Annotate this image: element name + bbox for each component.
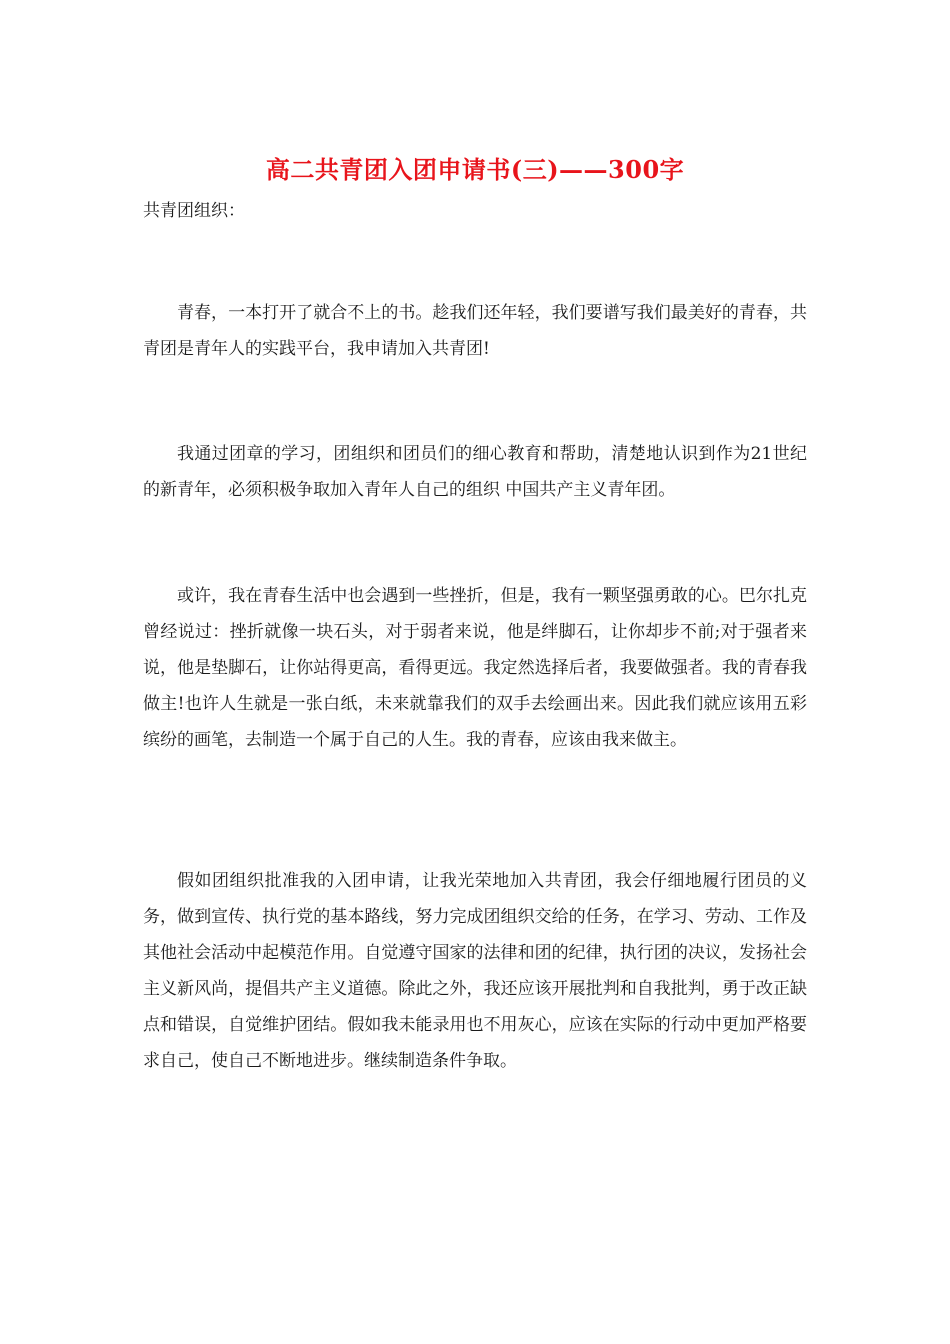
document-title: 高二共青团入团申请书(三)——300字 [265, 155, 685, 184]
paragraph-4: 假如团组织批准我的入团申请，让我光荣地加入共青团，我会仔细地履行团员的义务，做到宣传、执行党的基本路线，努力完成团组织交给的任务，在学习、劳动、工作及其他社会活动中起模范作用。自觉遵守国家的法律和团的纪律，执行团的决议，发扬社会主义新风尚，提倡共产主义道德。除此之外，我还应该开展批判和自我批判，勇于改正缺点和错误，自觉维护团结。假如我未能录用也不用灰心，应该在实际的行动中更加严格要求自己，使自己不断地进步。继续制造条件争取。 [143, 871, 807, 1071]
paragraph-1: 青春，一本打开了就合不上的书。趁我们还年轻，我们要谱写我们最美好的青春，共青团是青年人的实践平台，我申请加入共青团! [143, 303, 807, 359]
salutation: 共青团组织： [143, 201, 245, 221]
paragraph-2: 我通过团章的学习，团组织和团员们的细心教育和帮助，清楚地认识到作为21世纪的新青年，必须积极争取加入青年人自己的组织 中国共产主义青年团。 [143, 444, 807, 500]
paragraph-3: 或许，我在青春生活中也会遇到一些挫折，但是，我有一颗坚强勇敢的心。巴尔扎克曾经说过：挫折就像一块石头，对于弱者来说，他是绊脚石，让你却步不前;对于强者来说，他是垫脚石，让你站得更高，看得更远。我定然选择后者，我要做强者。我的青春我做主!也许人生就是一张白纸，未来就靠我们的双手去绘画出来。因此我们就应该用五彩缤纷的画笔，去制造一个属于自己的人生。我的青春，应该由我来做主。 [143, 586, 807, 750]
